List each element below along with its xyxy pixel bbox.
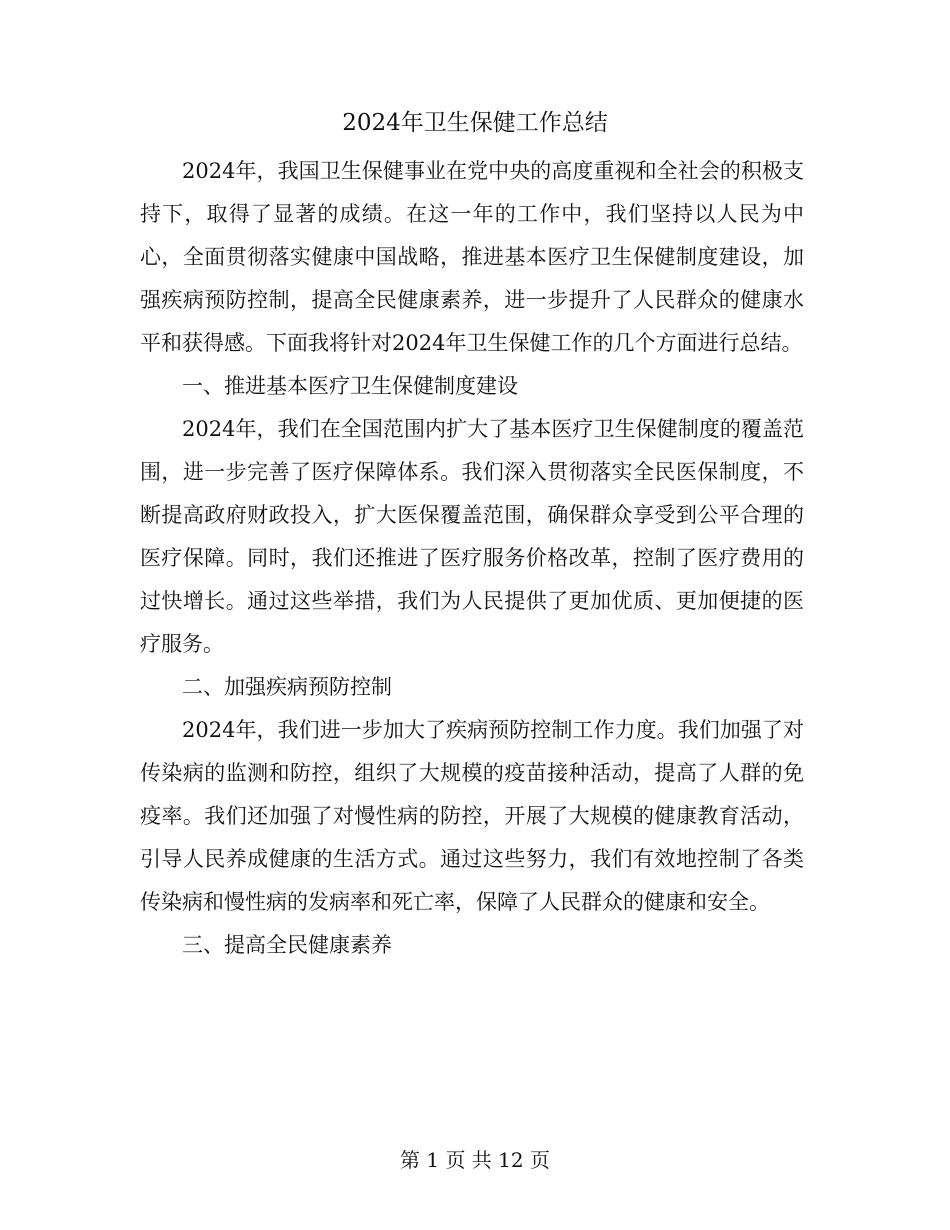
section-2-paragraph: 2024年，我们进一步加大了疾病预防控制工作力度。我们加强了对传染病的监测和防控，组织了大规模的疫苗接种活动，提高了人群的免疫率。我们还加强了对慢性病的防控，开展了大规模的健康教育活动，引导人民养成健康的生活方式。通过这些努力，我们有效地控制了各类传染病和慢性病的发病率和死亡率，保障了人民群众的健康和安全。 bbox=[140, 718, 804, 914]
section-heading-2: 二、加强疾病预防控制 bbox=[182, 675, 392, 699]
section-heading-3: 三、提高全民健康素养 bbox=[182, 933, 392, 957]
page-footer: 第 1 页 共 12 页 bbox=[400, 1148, 550, 1172]
intro-paragraph: 2024年，我国卫生保健事业在党中央的高度重视和全社会的积极支持下，取得了显著的成绩。在这一年的工作中，我们坚持以人民为中心，全面贯彻落实健康中国战略，推进基本医疗卫生保健制度建设，加强疾病预防控制，提高全民健康素养，进一步提升了人民群众的健康水平和获得感。下面我将针对2024年卫生保健工作的几个方面进行总结。 bbox=[140, 159, 804, 355]
document-title: 2024年卫生保健工作总结 bbox=[342, 110, 608, 136]
document-body bbox=[140, 150, 804, 967]
section-heading-1: 一、推进基本医疗卫生保健制度建设 bbox=[182, 374, 518, 398]
section-1-paragraph: 2024年，我们在全国范围内扩大了基本医疗卫生保健制度的覆盖范围，进一步完善了医疗保障体系。我们深入贯彻落实全民医保制度，不断提高政府财政投入，扩大医保覆盖范围，确保群众享受到公平合理的医疗保障。同时，我们还推进了医疗服务价格改革，控制了医疗费用的过快增长。通过这些举措，我们为人民提供了更加优质、更加便捷的医疗服务。 bbox=[140, 417, 804, 656]
